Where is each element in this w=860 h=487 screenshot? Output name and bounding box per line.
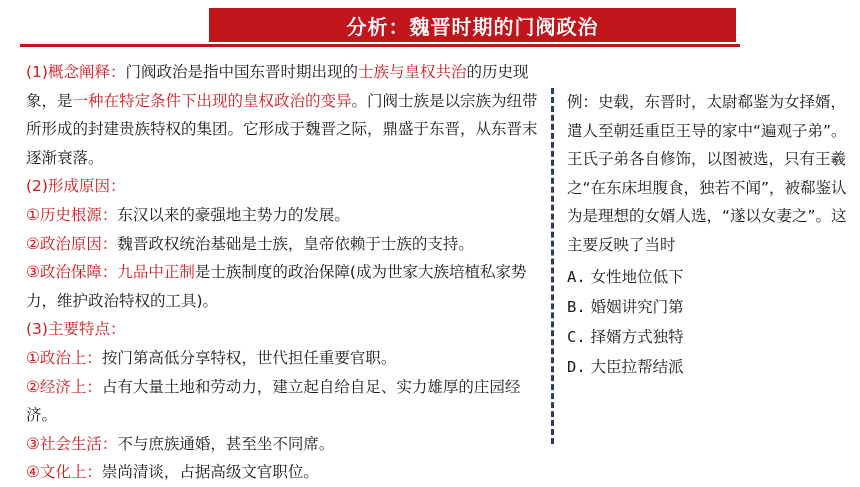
option-d[interactable]: D. 大臣拉帮结派 (567, 357, 684, 376)
option-b[interactable]: B. 婚姻讲究门第 (567, 297, 684, 316)
section-concept: (1)概念阐释：门阀政治是指中国东晋时期出现的士族与皇权共治的历史现象，是一种在特定条件下出现的皇权政治的变异。门阀士族是以宗族为纽带所形成的封建贵族特权的集团。它形成于魏晋之际，鼎盛于东晋，从东晋末逐渐衰落。 (26, 63, 538, 167)
slide-title: 分析：魏晋时期的门阀政治 (209, 8, 736, 42)
analysis-column (26, 58, 546, 487)
dashed-divider (551, 88, 554, 444)
section-label: (3)主要特点： (26, 320, 126, 339)
example-question (567, 88, 852, 382)
option-c[interactable]: C. 择婿方式独特 (567, 327, 684, 346)
title-underline (20, 44, 740, 47)
list-item: ①历史根源：东汉以来的豪强地主势力的发展。 (26, 205, 350, 224)
list-item: ②经济上：占有大量土地和劳动力，建立起自给自足、实力雄厚的庄园经济。 (26, 377, 521, 425)
list-item: ②政治原因：魏晋政权统治基础是士族，皇帝依赖于士族的支持。 (26, 234, 474, 253)
section-label: (1)概念阐释： (26, 63, 126, 81)
list-item: ①政治上：按门第高低分享特权，世代担任重要官职。 (26, 348, 397, 367)
list-item: ④文化上：崇尚清谈，占据高级文官职位。 (26, 463, 319, 482)
option-a[interactable]: A. 女性地位低下 (567, 267, 684, 286)
question-stem: 例：史载，东晋时，太尉郗鉴为女择婿，遣人至朝廷重臣王导的家中“遍观子弟”。王氏子弟各自修饰，以图被选，只有王羲之“在东床坦腹食，独若不闻”，被郗鉴认为是理想的女婿人选，“遂以女妻之”。这主要反映了当时 (567, 93, 847, 254)
list-item: ③社会生活：不与庶族通婚，甚至坐不同席。 (26, 434, 335, 453)
section-label: (2)形成原因： (26, 177, 126, 196)
answer-options (567, 262, 852, 382)
list-item: ③政治保障：九品中正制是士族制度的政治保障(成为世家大族培植私家势力，维护政治特权的工具)。 (26, 263, 527, 310)
